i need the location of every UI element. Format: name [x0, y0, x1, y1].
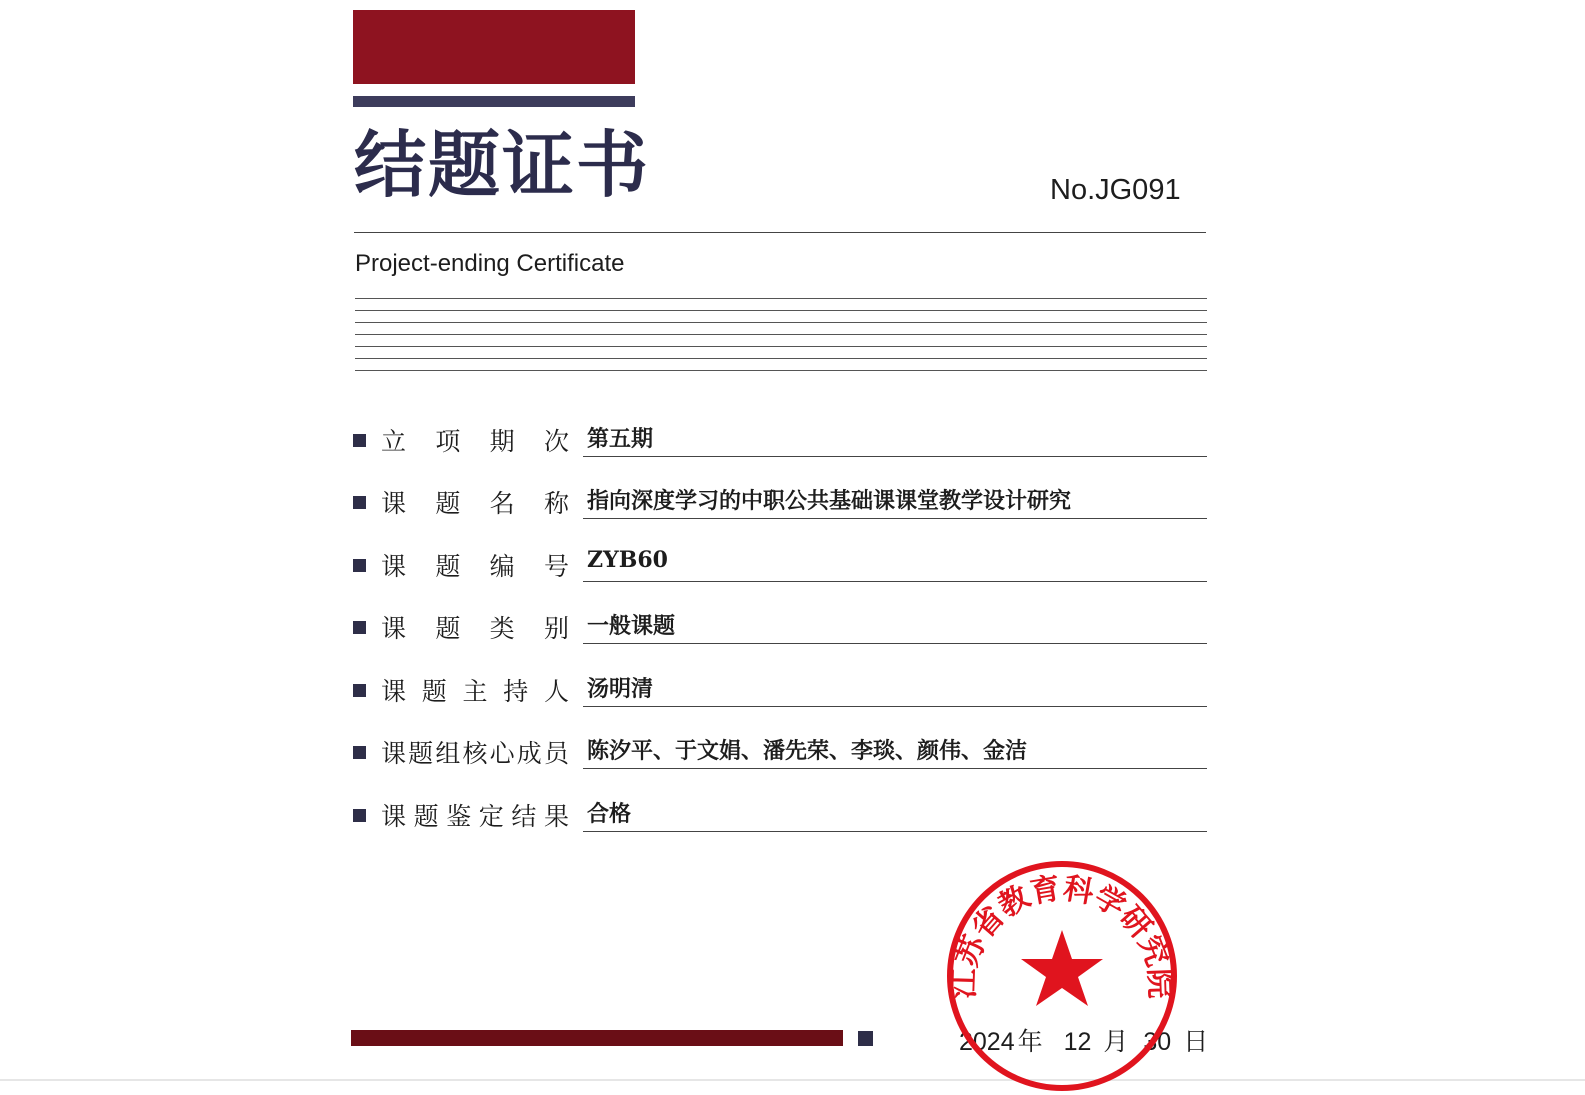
field-label-char: 主: [462, 677, 488, 706]
field-label-char: 题: [408, 739, 434, 768]
certificate-number: No.JG091: [1050, 174, 1181, 206]
field-row: [353, 670, 1209, 710]
footer-square: [858, 1031, 873, 1046]
date-month: 12: [1063, 1028, 1092, 1056]
field-label: [381, 673, 569, 707]
field-label-char: 鉴: [446, 802, 472, 831]
square-bullet-icon: [353, 746, 366, 759]
field-underline: [583, 581, 1207, 582]
page-bottom-border: [0, 1079, 1585, 1081]
field-label-char: 编: [489, 552, 515, 581]
field-value: 合格: [587, 801, 632, 827]
field-label-char: 类: [489, 614, 515, 643]
footer-bar: [351, 1030, 843, 1046]
field-value: 指向深度学习的中职公共基础课课堂教学设计研究: [587, 488, 1072, 514]
field-label-char: 题: [413, 802, 439, 831]
field-row: [353, 607, 1209, 647]
field-label-char: 课: [381, 552, 407, 581]
header-red-block: [353, 10, 635, 84]
date-year: 2024: [959, 1028, 1015, 1056]
seal-star-icon: [1021, 930, 1103, 1006]
field-label-char: 别: [543, 614, 569, 643]
field-underline: [583, 643, 1207, 644]
field-label-char: 题: [421, 677, 447, 706]
official-seal: [944, 858, 1180, 1094]
field-label-char: 题: [435, 489, 461, 518]
field-label-char: 人: [543, 677, 569, 706]
field-label: [381, 735, 569, 769]
field-label: [381, 485, 569, 519]
field-label-char: 立: [381, 427, 407, 456]
field-underline: [583, 768, 1207, 769]
field-underline: [583, 831, 1207, 832]
field-label-char: 持: [503, 677, 529, 706]
seal-text-path: 江苏省教育科学研究院: [946, 870, 1178, 1000]
field-label: [381, 423, 569, 457]
certificate-title: 结题证书: [354, 123, 651, 207]
field-label-char: 课: [381, 677, 407, 706]
field-label-char: 核: [462, 739, 488, 768]
date-day: 30: [1143, 1028, 1172, 1056]
field-label-char: 课: [381, 739, 407, 768]
field-label-char: 称: [543, 489, 569, 518]
square-bullet-icon: [353, 621, 366, 634]
field-label-char: 名: [489, 489, 515, 518]
field-underline: [583, 456, 1207, 457]
field-label-char: 课: [381, 802, 407, 831]
field-underline: [583, 706, 1207, 707]
field-label-char: 期: [489, 427, 515, 456]
date-year-unit: 年: [1017, 1028, 1043, 1056]
field-label: [381, 548, 569, 582]
date-day-unit: 日: [1183, 1028, 1209, 1056]
header-divider: [354, 232, 1206, 233]
square-bullet-icon: [353, 559, 366, 572]
field-label-char: 题: [435, 614, 461, 643]
field-label-char: 号: [543, 552, 569, 581]
field-value: 汤明清: [587, 676, 654, 702]
header-navy-bar: [353, 96, 635, 107]
field-row: [353, 482, 1209, 522]
field-row: [353, 732, 1209, 772]
decorative-stripes: [355, 298, 1207, 374]
field-label-char: 课: [381, 614, 407, 643]
square-bullet-icon: [353, 434, 366, 447]
field-row: [353, 420, 1209, 460]
field-label-char: 题: [435, 552, 461, 581]
square-bullet-icon: [353, 496, 366, 509]
field-value: 第五期: [587, 426, 654, 452]
field-row: [353, 795, 1209, 835]
square-bullet-icon: [353, 684, 366, 697]
field-label: [381, 798, 569, 832]
field-label-char: 组: [435, 739, 461, 768]
field-label-char: 次: [543, 427, 569, 456]
field-underline: [583, 518, 1207, 519]
field-label-char: 课: [381, 489, 407, 518]
certificate-subtitle: Project-ending Certificate: [355, 250, 625, 277]
field-label: [381, 610, 569, 644]
field-value: 一般课题: [587, 613, 676, 639]
field-label-char: 项: [435, 427, 461, 456]
field-value: ZYB60: [587, 547, 668, 573]
square-bullet-icon: [353, 809, 366, 822]
field-label-char: 心: [489, 739, 515, 768]
field-label-char: 成: [516, 739, 542, 768]
date-month-unit: 月: [1103, 1028, 1129, 1056]
field-label-char: 果: [543, 802, 569, 831]
field-label-char: 结: [511, 802, 537, 831]
field-label-char: 员: [543, 739, 569, 768]
field-label-char: 定: [478, 802, 504, 831]
field-row: [353, 545, 1209, 585]
field-value: 陈汐平、于文娟、潘先荣、李琰、颜伟、金洁: [587, 738, 1028, 764]
